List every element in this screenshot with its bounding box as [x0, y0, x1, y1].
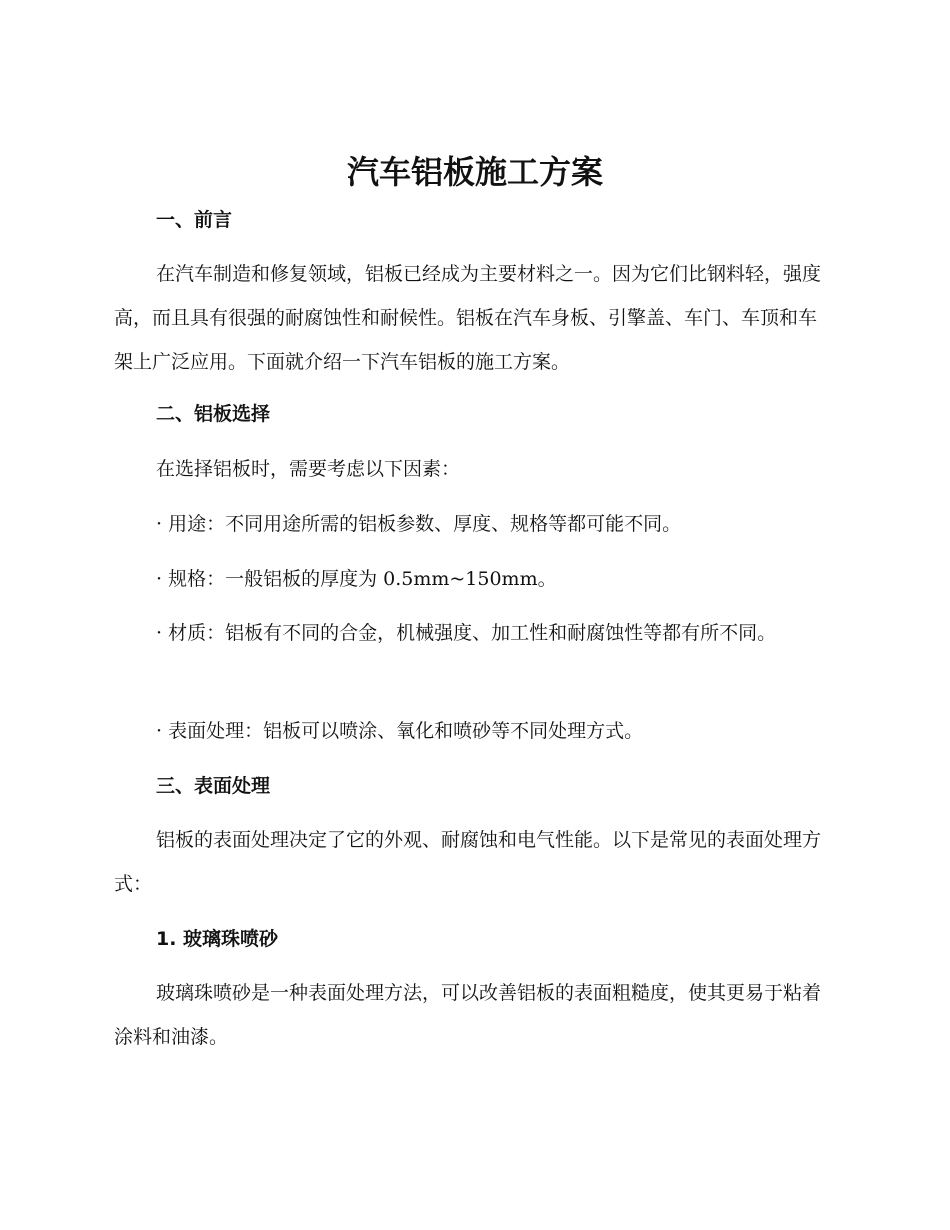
- section-heading-selection: 二、铝板选择: [156, 403, 271, 425]
- list-item-material: · 材质：铝板有不同的合金，机械强度、加工性和耐腐蚀性等都有所不同。: [156, 622, 777, 644]
- list-item-usage: · 用途：不同用途所需的铝板参数、厚度、规格等都可能不同。: [156, 513, 682, 535]
- paragraph-bead-blasting: 玻璃珠喷砂是一种表面处理方法，可以改善铝板的表面粗糙度，使其更易于粘着涂料和油漆。: [114, 982, 822, 1048]
- subsection-heading-bead-blasting: 1. 玻璃珠喷砂: [156, 928, 279, 950]
- list-item-specification: · 规格：一般铝板的厚度为 0.5mm~150mm。: [156, 568, 557, 590]
- section-heading-surface: 三、表面处理: [156, 775, 271, 797]
- paragraph-preface: 在汽车制造和修复领域，铝板已经成为主要材料之一。因为它们比钢料轻，强度高，而且具有很强的耐腐蚀性和耐候性。铝板在汽车身板、引擎盖、车门、车顶和车架上广泛应用。下面就介绍一下汽车铝板的施工方案。: [114, 263, 822, 373]
- section-heading-preface: 一、前言: [156, 209, 233, 231]
- list-item-surface-treatment: · 表面处理：铝板可以喷涂、氧化和喷砂等不同处理方式。: [156, 720, 644, 742]
- paragraph-surface-intro: 铝板的表面处理决定了它的外观、耐腐蚀和电气性能。以下是常见的表面处理方式：: [114, 829, 822, 895]
- paragraph-selection-intro: 在选择铝板时，需要考虑以下因素：: [156, 458, 461, 480]
- document-title: 汽车铝板施工方案: [346, 153, 603, 191]
